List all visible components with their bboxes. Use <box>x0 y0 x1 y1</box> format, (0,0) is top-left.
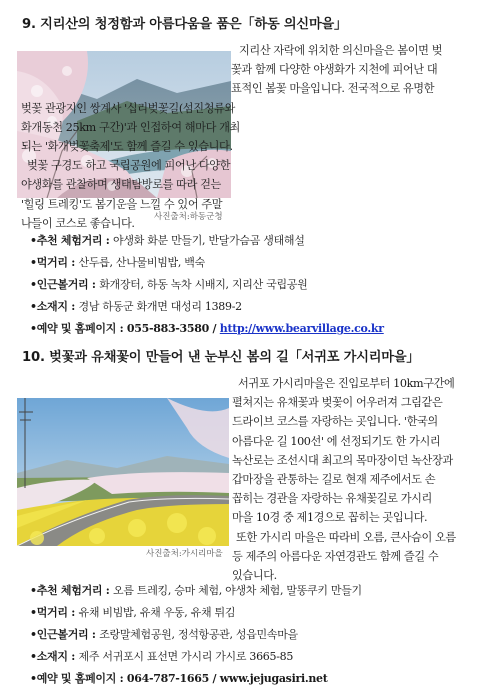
info-row-nearby: •인근볼거리 : 조랑말체험공원, 정석항공관, 성읍민속마을 <box>30 628 298 641</box>
paragraph-line: 아름다운 길 100선' 에 선정되기도 한 가시리 <box>232 434 441 448</box>
paragraph-line: 꽃과 함께 다양한 야생화가 지천에 피어난 대 <box>231 63 438 77</box>
paragraph-line: 화개동천 25km 구간)'과 인접하여 해마다 개최 <box>21 120 240 134</box>
info-row-food: •먹거리 : 산두릅, 산나물비빔밥, 백숙 <box>30 256 205 269</box>
paragraph-line: 지리산 자락에 위치한 의신마을은 봄이면 벚 <box>239 44 443 57</box>
phone-number: 055-883-3580 <box>126 322 209 335</box>
photo-caption: 사진출처:하동군청 <box>154 212 223 222</box>
paragraph-line: 표적인 봄꽃 마을입니다. 전국적으로 유명한 <box>231 82 435 96</box>
paragraph-line: 펼쳐지는 유채꽃과 벚꽃이 어우러져 그림같은 <box>232 396 443 410</box>
paragraph-line: 꼽히는 경관을 자랑하는 유채꽃길로 가시리 <box>232 492 432 506</box>
info-list <box>30 230 384 340</box>
paragraph-line: 되는 '화개벚꽃축제'도 함께 즐길 수 있습니다. <box>21 140 233 154</box>
info-row-contact: •예약 및 홈페이지 : 055-883-3580 / http://www.bearvillage.co.kr <box>30 322 384 335</box>
paragraph-line: 있습니다. <box>232 569 277 583</box>
info-row-nearby: •인근볼거리 : 화개장터, 하동 녹차 시배지, 지리산 국립공원 <box>30 278 308 291</box>
paragraph-line: 또한 가시리 마을은 따라비 오름, 큰사슴이 오름 <box>236 530 456 544</box>
paragraph-line: 야생화를 관찰하며 생태탐방로를 따라 걷는 <box>21 178 221 192</box>
gasiri-canola-road-photo <box>17 398 229 546</box>
paragraph-line: 드라이브 코스를 자랑하는 곳입니다. '한국의 <box>232 415 438 429</box>
photo-caption: 사진출처:가시리마을 <box>146 549 223 559</box>
info-row-address: •소재지 : 제주 서귀포시 표선면 가시리 가시로 3665-85 <box>30 650 294 663</box>
paragraph-line: 벚꽃 구경도 하고 국립공원에 피어난 다양한 <box>27 159 231 173</box>
section-paragraph <box>232 374 485 585</box>
info-row-food: •먹거리 : 유채 비빔밥, 유채 우동, 유채 튀김 <box>30 606 236 619</box>
homepage-link[interactable]: http://www.bearvillage.co.kr <box>219 322 384 335</box>
info-row-contact: •예약 및 홈페이지 : 064-787-1665 / www.jejugasiri.net <box>30 672 328 685</box>
paragraph-line: 서귀포 가시리마을은 진입로부터 10km구간에 <box>238 377 455 390</box>
paragraph-line: 등 제주의 아름다운 자연경관도 함께 즐길 수 <box>232 549 439 563</box>
section-heading: 10. 벚꽃과 유채꽃이 만들어 낸 눈부신 봄의 길「서귀포 가시리마을」 <box>22 350 420 365</box>
info-row-activities: •추천 체험거리 : 야생화 화분 만들기, 반달가슴곰 생태해설 <box>30 234 305 247</box>
section-heading: 9. 지리산의 청정함과 아름다움을 품은「하동 의신마을」 <box>22 17 348 32</box>
homepage-link[interactable]: www.jejugasiri.net <box>219 672 328 685</box>
paragraph-line: 마을 10경 중 제1경으로 꼽히는 곳입니다. <box>232 511 428 525</box>
paragraph-line: '힐링 트레킹'도 봄기운을 느낄 수 있어 주말 <box>21 197 223 211</box>
info-list <box>30 580 362 690</box>
paragraph-line: 녹산로는 조선시대 최고의 목마장이던 녹산장과 <box>232 453 453 467</box>
phone-number: 064-787-1665 <box>126 672 209 685</box>
info-row-activities: •추천 체험거리 : 오름 트레킹, 승마 체험, 야생차 체험, 말똥쿠키 만들기 <box>30 584 362 597</box>
paragraph-line: 벚꽃 관광지인 쌍계사 '십리벚꽃길(섬진청류와 <box>21 101 235 115</box>
paragraph-line: 갑마장을 관통하는 길로 현재 제주에서도 손 <box>232 473 436 487</box>
info-row-address: •소재지 : 경남 하동군 화개면 대성리 1389-2 <box>30 300 242 313</box>
paragraph-line: 나들이 코스로 좋습니다. <box>21 216 135 230</box>
